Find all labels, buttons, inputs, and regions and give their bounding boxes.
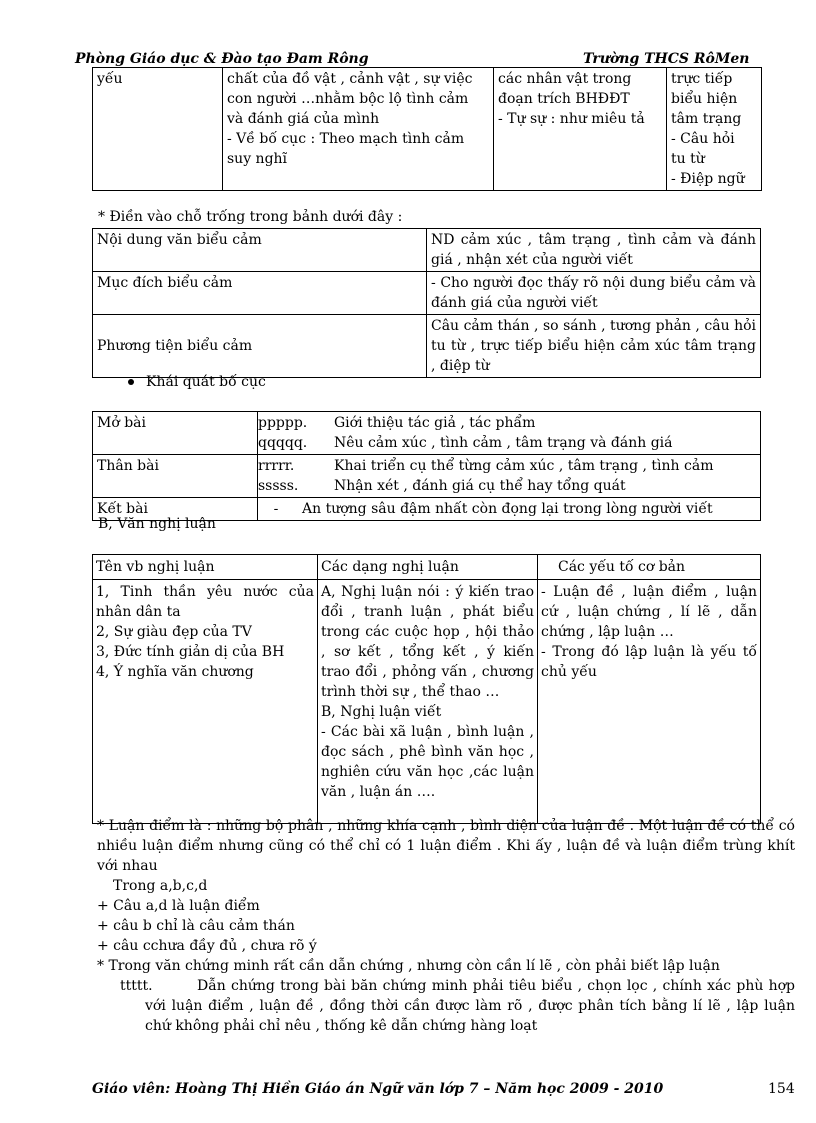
fill-value: - Cho người đọc thấy rõ nội dung biểu cảm và đánh giá của người viết bbox=[427, 272, 761, 315]
footer-text: Giáo viên: Hoàng Thị Hiền Giáo án Ngữ văn lớp 7 – Năm học 2009 - 2010 bbox=[92, 1081, 664, 1097]
outline-content: - An tượng sâu đậm nhất còn đọng lại trong lòng người viết bbox=[258, 498, 761, 521]
header-left: Phòng Giáo dục & Đào tạo Đam Rông bbox=[75, 51, 369, 67]
fill-heading: * Điền vào chỗ trống trong bảnh dưới đây : bbox=[98, 209, 403, 225]
fill-value: ND cảm xúc , tâm trạng , tình cảm và đánh giá , nhận xét của người viết bbox=[427, 229, 761, 272]
table-top-c2: chất của đồ vật , cảnh vật , sự việc con người …nhằm bộc lộ tình cảm và đánh giá của mình - Về bố cục : Theo mạch tình cảm suy nghĩ bbox=[223, 68, 494, 191]
fill-label: Mục đích biểu cảm bbox=[93, 272, 427, 315]
note-line: * Trong văn chứng minh rất cần dẫn chứng , nhưng còn cần lí lẽ , còn phải biết lập luận bbox=[97, 958, 720, 974]
th-col3: Các yếu tố cơ bản bbox=[538, 555, 761, 580]
table-top bbox=[92, 67, 762, 191]
outline-label: Kết bài bbox=[93, 498, 258, 521]
fill-value: Câu cảm thán , so sánh , tương phản , câu hỏi tu từ , trực tiếp biểu hiện cảm xúc tâm trạng , điệp từ bbox=[427, 315, 761, 378]
note-line: Trong a,b,c,d bbox=[113, 878, 208, 894]
outline-label: Mở bài bbox=[93, 412, 258, 455]
table-top-c1: yếu bbox=[93, 68, 223, 191]
outline-content: ppppp. Giới thiệu tác giả , tác phẩm qqqqq. Nêu cảm xúc , tình cảm , tâm trạng và đánh giá bbox=[258, 412, 761, 455]
fill-label: Phương tiện biểu cảm bbox=[93, 315, 427, 378]
bullet-icon bbox=[128, 379, 134, 385]
table-outline bbox=[92, 411, 761, 521]
fill-label: Nội dung văn biểu cảm bbox=[93, 229, 427, 272]
table-top-c4: trực tiếp biểu hiện tâm trạng - Câu hỏi tu từ - Điệp ngữ bbox=[667, 68, 762, 191]
th-col1: Tên vb nghị luận bbox=[93, 555, 318, 580]
outline-content: rrrrr. Khai triển cụ thể từng cảm xúc , tâm trạng , tình cảm sssss. Nhận xét , đánh giá cụ thể hay tổng quát bbox=[258, 455, 761, 498]
page-number: 154 bbox=[768, 1081, 795, 1097]
argument-forms: A, Nghị luận nói : ý kiến trao đổi , tranh luận , phát biểu trong các cuộc họp , hội thảo , sơ kết , tổng kết , ý kiến trao đổi , phỏng vấn , chương trình thời sự , thể thao … B, Nghị luận viết - Các bài xã luận , bình luận , đọc sách , phê bình văn học , nghiên cứu văn học ,các luận văn , luận án …. bbox=[318, 580, 538, 824]
header-right: Trường THCS RôMen bbox=[583, 51, 750, 67]
outline-label: Thân bài bbox=[93, 455, 258, 498]
note-code: ttttt. bbox=[120, 978, 153, 994]
note-line: + câu b chỉ là câu cảm thán bbox=[97, 918, 295, 934]
argument-texts: 1, Tinh thần yêu nước của nhân dân ta 2, Sự giàu đẹp của TV 3, Đức tính giản dị của BH 4, Ý nghĩa văn chương bbox=[93, 580, 318, 824]
outline-heading: Khái quát bố cục bbox=[128, 372, 266, 392]
argument-elements: - Luận đề , luận điểm , luận cứ , luận chứng , lí lẽ , dẫn chứng , lập luận … - Trong đó lập luận là yếu tố chủ yếu bbox=[538, 580, 761, 824]
table-fill bbox=[92, 228, 761, 378]
table-top-c3: các nhân vật trong đoạn trích BHĐĐT - Tự sự : như miêu tả bbox=[494, 68, 667, 191]
note-line: + Câu a,d là luận điểm bbox=[97, 898, 260, 914]
table-argument bbox=[92, 554, 761, 824]
note-paragraph-1: * Luận điểm là : những bộ phân , những khía cạnh , bình diện của luận đề . Một luận đề có thể có nhiều luận điểm nhưng cũng có thể chỉ có 1 luận điểm . Khi ấy , luận đề và luận điểm trùng khít với nhau bbox=[97, 818, 795, 874]
section-b-title: B, Văn nghị luận bbox=[98, 516, 216, 532]
note-paragraph-2: Dẫn chứng trong bài băn chứng minh phải tiêu biểu , chọn lọc , chính xác phù hợp với luận điểm , luận đề , đồng thời cần được làm rõ , được phân tích bằng lí lẽ , lập luận chứ không phải chỉ nêu , thống kê dẫn chứng hàng loạt bbox=[145, 978, 795, 1034]
note-line: + câu cchưa đầy đủ , chưa rõ ý bbox=[97, 938, 317, 954]
th-col2: Các dạng nghị luận bbox=[318, 555, 538, 580]
